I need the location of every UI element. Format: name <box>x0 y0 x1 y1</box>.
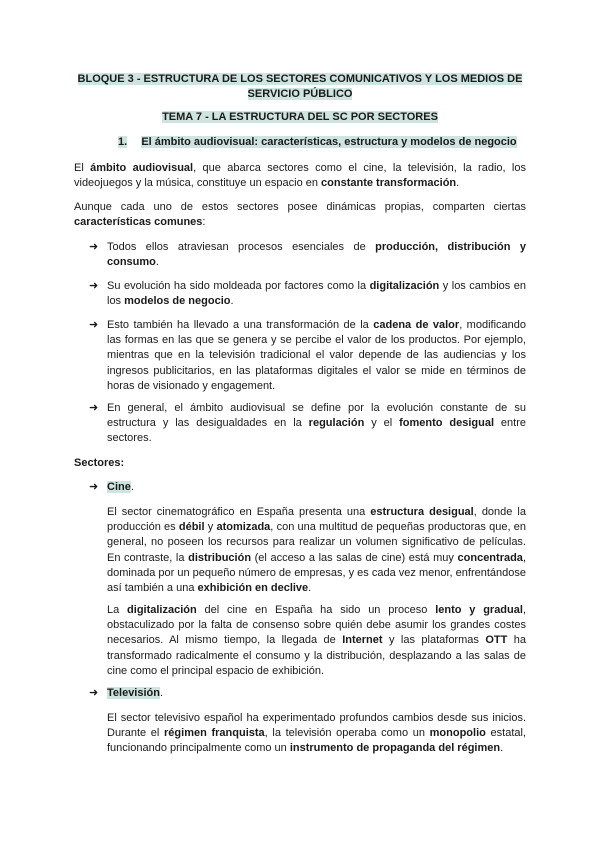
text: : <box>202 216 206 229</box>
section-number: 1. <box>118 136 128 148</box>
sector-television-label: Televisión <box>107 687 160 699</box>
section-heading <box>118 135 517 150</box>
text: , con una multitud de pequeñas productoras que, en general, no poseen los recursos para realizar un volumen significativo de películas. En contraste, la <box>107 521 527 564</box>
text: . <box>500 742 504 755</box>
text: El sector televisivo español ha experimentado profundos cambios desde sus inicios. Durante el <box>107 712 526 740</box>
text: El sector cinematográfico en España presenta una <box>107 506 371 518</box>
arrow-bullet-icon: ➜ <box>89 481 99 493</box>
text: . <box>155 256 159 269</box>
bullet-item-3 <box>107 318 526 394</box>
block-title <box>74 72 526 102</box>
section-title: El ámbito audiovisual: características, estructura y modelos de negocio <box>141 136 517 148</box>
block-title-line1: BLOQUE 3 - ESTRUCTURA DE LOS SECTORES COMUNICATIVOS Y LOS MEDIOS DE <box>77 73 523 85</box>
television-paragraph-1 <box>107 711 526 757</box>
text-bold: régimen franquista <box>164 727 265 740</box>
text: , obstaculizado por la falta de consenso sobre quién debe asumir los grandes costes necesarios. Al mismo tiempo, la llegada de <box>107 604 526 647</box>
text-bold: exhibición en declive <box>197 582 309 595</box>
text-bold: producción, distribución y consumo <box>107 241 526 269</box>
text-bold: instrumento de propaganda del régimen <box>289 742 501 755</box>
text: (el acceso a las salas de cine) está muy <box>251 551 458 564</box>
text-bold: modelos de negocio <box>124 295 231 308</box>
topic-title-text: TEMA 7 - LA ESTRUCTURA DEL SC POR SECTORES <box>162 111 438 123</box>
bullet-item-1 <box>107 240 526 270</box>
text-bold: Internet <box>342 634 383 647</box>
block-title-line2: SERVICIO PÚBLICO <box>247 88 353 100</box>
text-bold: distribución <box>188 551 252 564</box>
text-bold: regulación <box>308 417 365 430</box>
cine-paragraph-2 <box>107 603 526 679</box>
text: , que abarca sectores como el cine, la televisión, la radio, los videojuegos y la música, constituye un espacio en <box>74 162 526 190</box>
text-bold: constante transformación <box>321 177 457 190</box>
text: El <box>74 162 91 174</box>
sectores-label: Sectores: <box>74 457 125 469</box>
text-bold: atomizada <box>216 521 271 534</box>
arrow-bullet-icon: ➜ <box>89 241 99 253</box>
text: estatal, funcionando principalmente como un <box>107 727 526 755</box>
text: Todos ellos atraviesan procesos esenciales de <box>107 241 376 253</box>
sector-television-heading: Televisión. <box>107 687 164 699</box>
arrow-bullet-icon: ➜ <box>89 687 99 699</box>
text: y los cambios en los <box>107 280 526 308</box>
text-bold: estructura desigual <box>370 506 474 518</box>
text: y las plataformas <box>382 634 486 647</box>
text-bold: características comunes <box>74 216 203 229</box>
topic-title <box>74 110 526 125</box>
bullet-item-4 <box>107 401 526 447</box>
text: La <box>107 604 128 616</box>
text-bold: lento y gradual <box>435 604 523 616</box>
intro-paragraph-2 <box>74 200 526 230</box>
sector-cine-label: Cine <box>107 481 131 493</box>
arrow-bullet-icon: ➜ <box>89 402 99 414</box>
bullet-item-2 <box>107 279 526 309</box>
text-bold: débil <box>178 521 205 534</box>
text: Esto también ha llevado a una transformación de la <box>107 319 374 331</box>
text-bold: digitalización <box>127 604 197 616</box>
sector-cine-heading: Cine. <box>107 481 134 493</box>
arrow-bullet-icon: ➜ <box>89 319 99 331</box>
text-bold: OTT <box>485 634 508 647</box>
text: , la televisión operaba como un <box>264 727 430 740</box>
text: , donde la producción es <box>107 506 526 534</box>
text: . <box>456 177 460 190</box>
intro-paragraph-1 <box>74 161 526 191</box>
text: Aunque cada uno de estos sectores posee dinámicas propias, comparten ciertas <box>74 201 526 213</box>
text: . <box>308 582 312 595</box>
text: En general, el ámbito audiovisual se define por la evolución constante de su estructura y las desigualdades en la <box>107 402 526 430</box>
text-bold: monopolio <box>429 727 486 740</box>
text: , dominada por un pequeño número de empresas, y es cada vez menor, enfrentándose así también a una <box>107 551 526 595</box>
text-bold: ámbito audiovisual <box>90 162 194 174</box>
text-bold: digitalización <box>369 280 440 292</box>
text: Su evolución ha sido moldeada por factores como la <box>107 280 370 292</box>
arrow-bullet-icon: ➜ <box>89 280 99 292</box>
text: , modificando las formas en las que se genera y se percibe el valor de los productos. Por ejemplo, mientras que en la televisión tradicional el valor depende de las audiencias y los ingresos publicitarios, en las plataformas digitales el valor se mide en términos de horas de visionado y engagement. <box>107 319 526 392</box>
text: ha transformado radicalmente el consumo y la distribución, desplazando a las salas de cine como el principal espacio de exhibición. <box>107 634 526 677</box>
cine-paragraph-1 <box>107 505 526 596</box>
text: entre sectores. <box>107 417 526 445</box>
text-bold: cadena de valor <box>373 319 460 331</box>
text-bold: fomento desigual <box>399 417 495 430</box>
text: del cine en España ha sido un proceso <box>196 604 436 616</box>
text: . <box>230 295 234 308</box>
text: y <box>204 521 217 534</box>
text: y el <box>364 417 400 430</box>
text-bold: concentrada <box>457 551 523 564</box>
